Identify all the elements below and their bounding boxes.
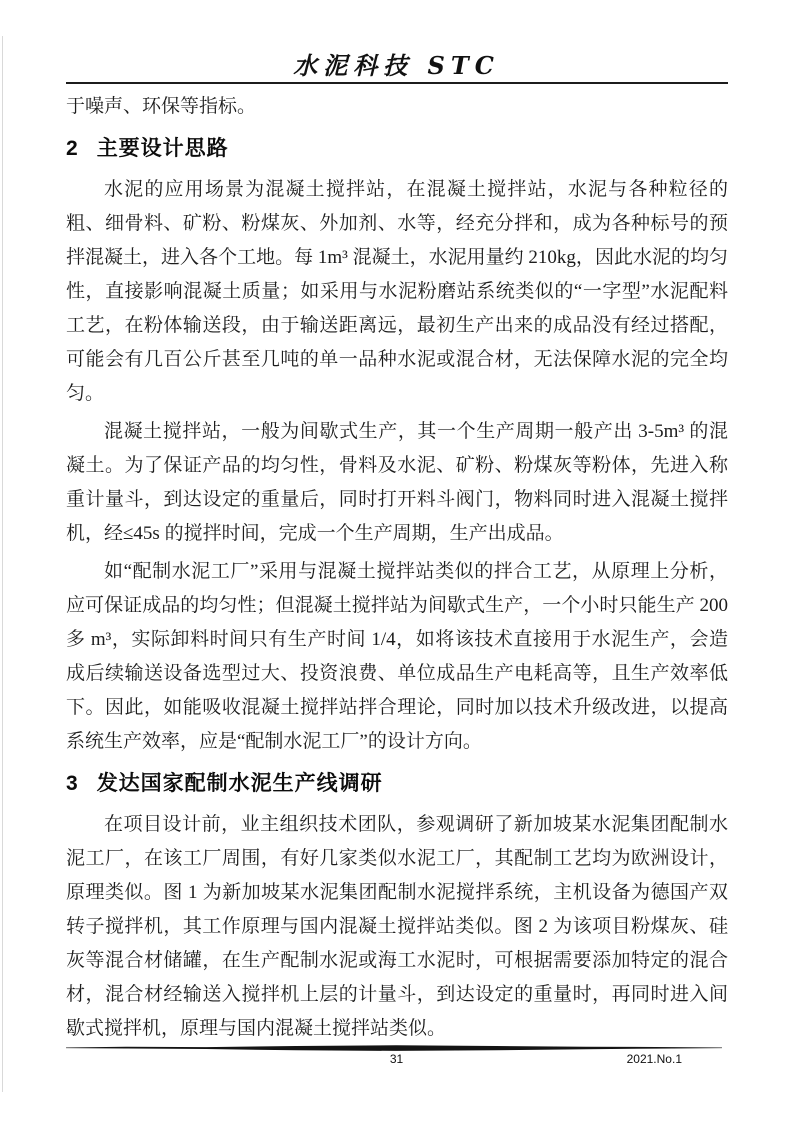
section-3-number: 3	[66, 772, 79, 795]
footer-issue-number: 2021.No.1	[626, 1052, 682, 1066]
section-2-title: 主要设计思路	[96, 137, 229, 160]
header-rule	[66, 82, 728, 84]
section-3-paragraph-1: 在项目设计前，业主组织技术团队，参观调研了新加坡某水泥集团配制水泥工厂，在该工厂周围，有好几家类似水泥工厂，其配制工艺均为欧洲设计，原理类似。图 1 为新加坡某水泥集团配制水泥搅拌系统，主机设备为德国产双转子搅拌机，其工作原理与国内混凝土搅拌站类似。图 2 为该项目粉煤灰、硅灰等混合材储罐，在生产配制水泥或海工水泥时，可根据需要添加特定的混合材，混合材经输送入搅拌机上层的计量斗，到达设定的重量时，再同时进入间歇式搅拌机，原理与国内混凝土搅拌站类似。	[66, 814, 728, 1039]
article-body	[66, 90, 728, 1050]
section-2-paragraph-2: 混凝土搅拌站，一般为间歇式生产，其一个生产周期一般产出 3-5m³ 的混凝土。为了保证产品的均匀性，骨料及水泥、矿粉、粉煤灰等粉体，先进入称重计量斗，到达设定的重量后，同时打开料斗阀门，物料同时进入混凝土搅拌机，经≤45s 的搅拌时间，完成一个生产周期，生产出成品。	[66, 421, 728, 544]
section-2-paragraph-1: 水泥的应用场景为混凝土搅拌站，在混凝土搅拌站，水泥与各种粒径的粗、细骨料、矿粉、粉煤灰、外加剂、水等，经充分拌和，成为各种标号的预拌混凝土，进入各个工地。每 1m³ 混凝土，水泥用量约 210kg，因此水泥的均匀性，直接影响混凝土质量；如采用与水泥粉磨站系统类似的“一字型”水泥配料工艺，在粉体输送段，由于输送距离远，最初生产出来的成品没有经过搭配，可能会有几百公斤甚至几吨的单一品种水泥或混合材，无法保障水泥的完全均匀。	[66, 179, 728, 404]
section-2-number: 2	[66, 137, 79, 160]
leading-line: 于噪声、环保等指标。	[66, 96, 257, 117]
section-2-paragraph-3: 如“配制水泥工厂”采用与混凝土搅拌站类似的拌合工艺，从原理上分析，应可保证成品的均匀性；但混凝土搅拌站为间歇式生产，一个小时只能生产 200 多 m³，实际卸料时间只有生产时间 1/4，如将该技术直接用于水泥生产，会造成后续输送设备选型过大、投资浪费、单位成品生产电耗高等，且生产效率低下。因此，如能吸收混凝土搅拌站拌合理论，同时加以技术升级改进，以提高系统生产效率，应是“配制水泥工厂”的设计方向。	[66, 561, 728, 752]
footer-rule	[66, 1044, 722, 1052]
section-2-heading	[66, 131, 728, 167]
journal-title: 水泥科技 STC	[293, 51, 500, 80]
footer-page-number: 31	[389, 1052, 404, 1066]
section-3-heading	[66, 766, 728, 802]
section-3-title: 发达国家配制水泥生产线调研	[96, 772, 383, 795]
scan-edge-artifact	[2, 36, 3, 1092]
